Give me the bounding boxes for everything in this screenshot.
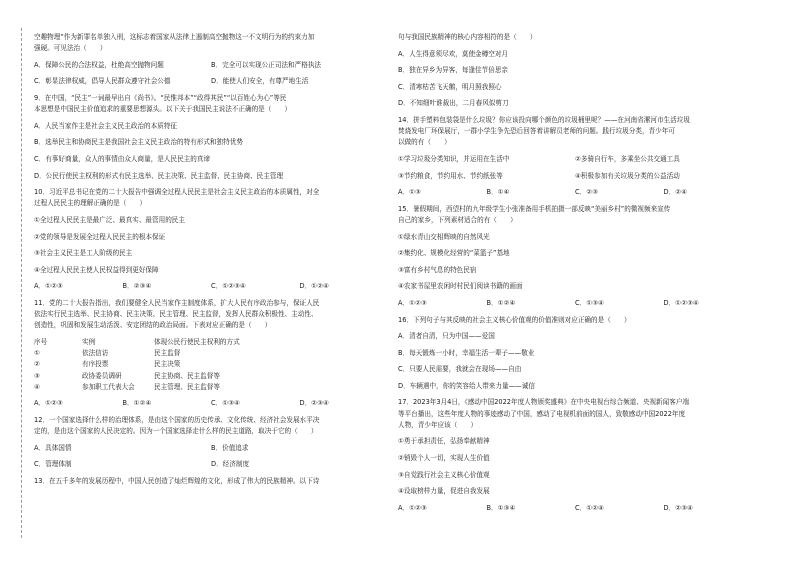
- q10-option-c[interactable]: C．①②③④: [211, 282, 246, 291]
- q10-options: [34, 281, 388, 292]
- question-17-stem: 17．2023年3月4日，《感动中国2022年度人物颁奖盛典》在中央电视台综合频道、央视新闻客户端 等平台播出，这些年度人物的事迹感动了中国，感动了电视机前面的国人，致敬感动中国2022年度 人物，青少年应该（ ）: [398, 398, 690, 429]
- question-16-stem: 16．下列句子与其反映的社会主义核心价值观的价值准则对应正确的是（ ）: [398, 315, 631, 324]
- q8-options-row-1: [34, 60, 388, 71]
- table-cell: 参加职工代表大会: [82, 382, 135, 391]
- table-row: [34, 382, 354, 393]
- q11-option-a[interactable]: A．①②③: [34, 399, 63, 408]
- table-cell: ③: [34, 371, 40, 380]
- question-11-stem: 11．党的二十大报告指出，我们要健全人民当家作主制度体系，扩大人民有序政治参与，保证人民 依法实行民主选举、民主协商、民主决策、民主管理、民主监督，发挥人民群众积极性、主动性、 创造性，巩固和发展生动活泼、安定团结的政治局面。下表对应正确的是（ ）: [34, 298, 320, 330]
- q8-option-d[interactable]: D．能使人们安全，有尊严地生活: [211, 77, 309, 86]
- q10-item-4: ④全过程人民民主使人民权益得到更好保障: [34, 265, 159, 274]
- table-cell: 政协委员调研: [82, 371, 122, 380]
- question-9-stem: 9．在中国，“民主”一词最早出自《尚书》。“民惟邦本”“政得其民”“以百姓心为心”等民 本思想是中国民主价值追求的重要思想源头。以下关于我国民主说法不正确的是（ ）: [34, 93, 292, 114]
- q11-option-d[interactable]: D．②③④: [299, 399, 329, 408]
- question-15-stem: 15．暑假期间，西望村的九年级学生小张准备用手机拍摄一部反映“美丽乡村”的微视频来宣传 自己的家乡，下列素材适合的有（ ）: [398, 204, 671, 224]
- table-cell: ④: [34, 382, 40, 391]
- right-column: [398, 32, 752, 519]
- table-cell: 民主决策: [154, 360, 181, 369]
- q17-item-2: ②销毁个人一切，实现人生价值: [398, 454, 490, 463]
- q9-option-d[interactable]: D．公民行使民主权利的形式有民主选举、民主决策、民主监督、民主协商、民主管理: [34, 171, 284, 180]
- q9-option-c[interactable]: C．有事好商量，众人的事情由众人商量，是人民民主的真谛: [34, 154, 211, 163]
- q14-item-1: ①学习垃圾分类知识，并运用在生活中: [398, 154, 510, 163]
- q16-option-d[interactable]: D．车辆遇中，你的笑容给人带来力量——诚信: [398, 381, 535, 390]
- question-13-stem: 13．在五千多年的发展历程中，中国人民创造了灿烂辉煌的文化，形成了伟大的民族精神。以下诗: [34, 476, 320, 485]
- q13-option-a[interactable]: A．人生得意须尽欢，莫使金樽空对月: [398, 49, 509, 58]
- q14-option-d[interactable]: D．②④: [663, 188, 687, 197]
- q12-options-row-2: [34, 459, 388, 470]
- binding-margin: [9, 28, 22, 538]
- q14-option-c[interactable]: C．②③: [575, 188, 599, 197]
- q17-option-d[interactable]: D．②③④: [663, 503, 693, 512]
- q10-item-2: ②党的领导是发展全过程人民民主的根本保证: [34, 232, 166, 241]
- q12-options-row-1: [34, 443, 388, 454]
- q8-option-a[interactable]: A．保障公民的合法权益，杜绝高空抛物问题: [34, 60, 164, 69]
- q12-option-a[interactable]: A．具体国情: [34, 443, 72, 452]
- q17-item-4: ④设取榜样力量，促进自我发展: [398, 487, 490, 496]
- q16-option-a[interactable]: A．清者自清，只为中国——爱国: [398, 332, 495, 341]
- table-header: 实例: [82, 337, 96, 346]
- table-cell: ①: [34, 349, 40, 358]
- q14-option-a[interactable]: A．①③: [398, 188, 421, 197]
- q11-table: [34, 337, 354, 393]
- q15-option-c[interactable]: C．①③④: [575, 298, 604, 307]
- q15-options: [398, 298, 752, 309]
- q11-options: [34, 398, 388, 409]
- q10-item-3: ③社会主义民主是工人阶级的民主: [34, 249, 133, 258]
- question-14-stem: 14．拼手塑料包装袋是什么垃圾？你应该投向哪个颜色的垃圾桶里呢？——在河南省漯河市生活垃圾 焚烧发电厂环保展厅，一群小学生争先恐后回答着讲解员老师的问题。践行垃圾分类，青少年可 以做的有（ ）: [398, 115, 690, 147]
- table-header-row: [34, 337, 354, 348]
- table-cell: 有序投票: [82, 360, 109, 369]
- q9-option-a[interactable]: A．人民当家作主是社会主义民主政治的本质特征: [34, 121, 177, 130]
- question-12-stem: 12．一个国家选择什么样的治理体系，是由这个国家的历史传承、文化传统、经济社会发展水平决 定的，是由这个国家的人民决定的。因为一个国家选择走什么样的民主道路，取决于它的（ ）: [34, 415, 320, 436]
- q15-option-d[interactable]: D．①②③④: [663, 298, 699, 307]
- q11-option-b[interactable]: B．①②④: [122, 399, 152, 408]
- q17-option-a[interactable]: A．①②③: [398, 503, 427, 512]
- q12-option-d[interactable]: D．经济制度: [211, 460, 250, 469]
- table-row: [34, 359, 354, 370]
- question-10-stem: 10．习近平总书记在党的二十大报告中强调全过程人民民主是社会主义民主政治的本质属性，对全 过程人民民主的理解正确的是（ ）: [34, 188, 320, 208]
- q8-option-c[interactable]: C．彰显法律权威，倡导人民群众遵守社会公德: [34, 77, 171, 86]
- q12-option-b[interactable]: B．价值追求: [211, 443, 249, 452]
- table-cell: 依法信访: [82, 349, 109, 358]
- q14-options: [398, 187, 752, 198]
- table-cell: 民主监督: [154, 349, 181, 358]
- q13-option-c[interactable]: C．清寒枯苦飞天鹅，明月照我照心: [398, 82, 502, 91]
- q14-items-row-2: [398, 171, 752, 182]
- q10-option-d[interactable]: D．①②④: [299, 282, 329, 291]
- table-cell: 民主协商、民主监督等: [154, 371, 220, 380]
- q9-option-b[interactable]: B．选举民主和协商民主是我国社会主义民主政治的特有形式和独特优势: [34, 138, 243, 147]
- table-cell: ②: [34, 360, 40, 369]
- q15-item-4: ④农家书屋里农闲时村民们阅读书籍的画面: [398, 282, 523, 291]
- q16-option-b[interactable]: B．每天锻炼一小时，幸福生活一辈子——敬业: [398, 348, 535, 357]
- q14-item-4: ④积极参加有关垃圾分类的公益活动: [575, 171, 680, 180]
- q15-option-b[interactable]: B．①②④: [486, 298, 516, 307]
- q10-option-a[interactable]: A．①②③: [34, 282, 63, 291]
- q17-item-1: ①勇于承担责任，弘扬奉献精神: [398, 437, 490, 446]
- question-8-stem: 空趣物理”作为新罪名单独入刑，这标志着国家从法律上遏制高空抛物这一不文明行为的约束力加 强硬。可见法治（ ）: [34, 33, 315, 53]
- q14-option-b[interactable]: B．①④: [486, 188, 510, 197]
- table-cell: 民主管理、民主监督等: [154, 382, 220, 391]
- q17-option-c[interactable]: C．①②④: [575, 503, 604, 512]
- q14-item-2: ②多骑自行车，多乘坐公共交通工具: [575, 154, 680, 163]
- q17-options: [398, 503, 752, 514]
- q14-items-row-1: [398, 154, 752, 165]
- q8-options-row-2: [34, 76, 388, 87]
- table-row: [34, 371, 354, 382]
- q13-stem-continued: 句与我国民族精神的核心内容相符的是（ ）: [398, 33, 537, 41]
- q15-item-2: ②集约化、规模化经营的“菜篮子”基地: [398, 249, 510, 258]
- q10-item-1: ①全过程人民民主是最广泛、最真实、最管用的民主: [34, 215, 185, 224]
- q14-item-3: ③节约粮食，节约用水、节约纸张等: [398, 171, 503, 180]
- q15-item-3: ③富有乡村气息的特色民宿: [398, 265, 477, 274]
- q13-option-b[interactable]: B．独在异乡为异客，每逢佳节倍思亲: [398, 66, 509, 75]
- q15-option-a[interactable]: A．①②③: [398, 298, 427, 307]
- table-row: [34, 348, 354, 359]
- q17-item-3: ③自觉践行社会主义核心价值观: [398, 470, 490, 479]
- q15-item-1: ①绿水青山交相辉映的自然风光: [398, 232, 490, 241]
- q8-option-b[interactable]: B．完全可以实现公正司法和严格执法: [211, 60, 322, 69]
- q17-option-b[interactable]: B．①③④: [486, 503, 516, 512]
- left-column: [34, 32, 388, 493]
- q10-option-b[interactable]: B．②③④: [122, 282, 152, 291]
- q11-option-c[interactable]: C．①③④: [211, 399, 240, 408]
- table-header: 序号: [34, 337, 48, 346]
- q13-option-d[interactable]: D．不知细叶谁裁出，二月春风似剪刀: [398, 99, 509, 108]
- q12-option-c[interactable]: C．管理体制: [34, 460, 72, 469]
- table-header: 体现公民行使民主权利的方式: [154, 337, 240, 346]
- q16-option-c[interactable]: C．只要人民需要，我就会在现场——自由: [398, 365, 522, 374]
